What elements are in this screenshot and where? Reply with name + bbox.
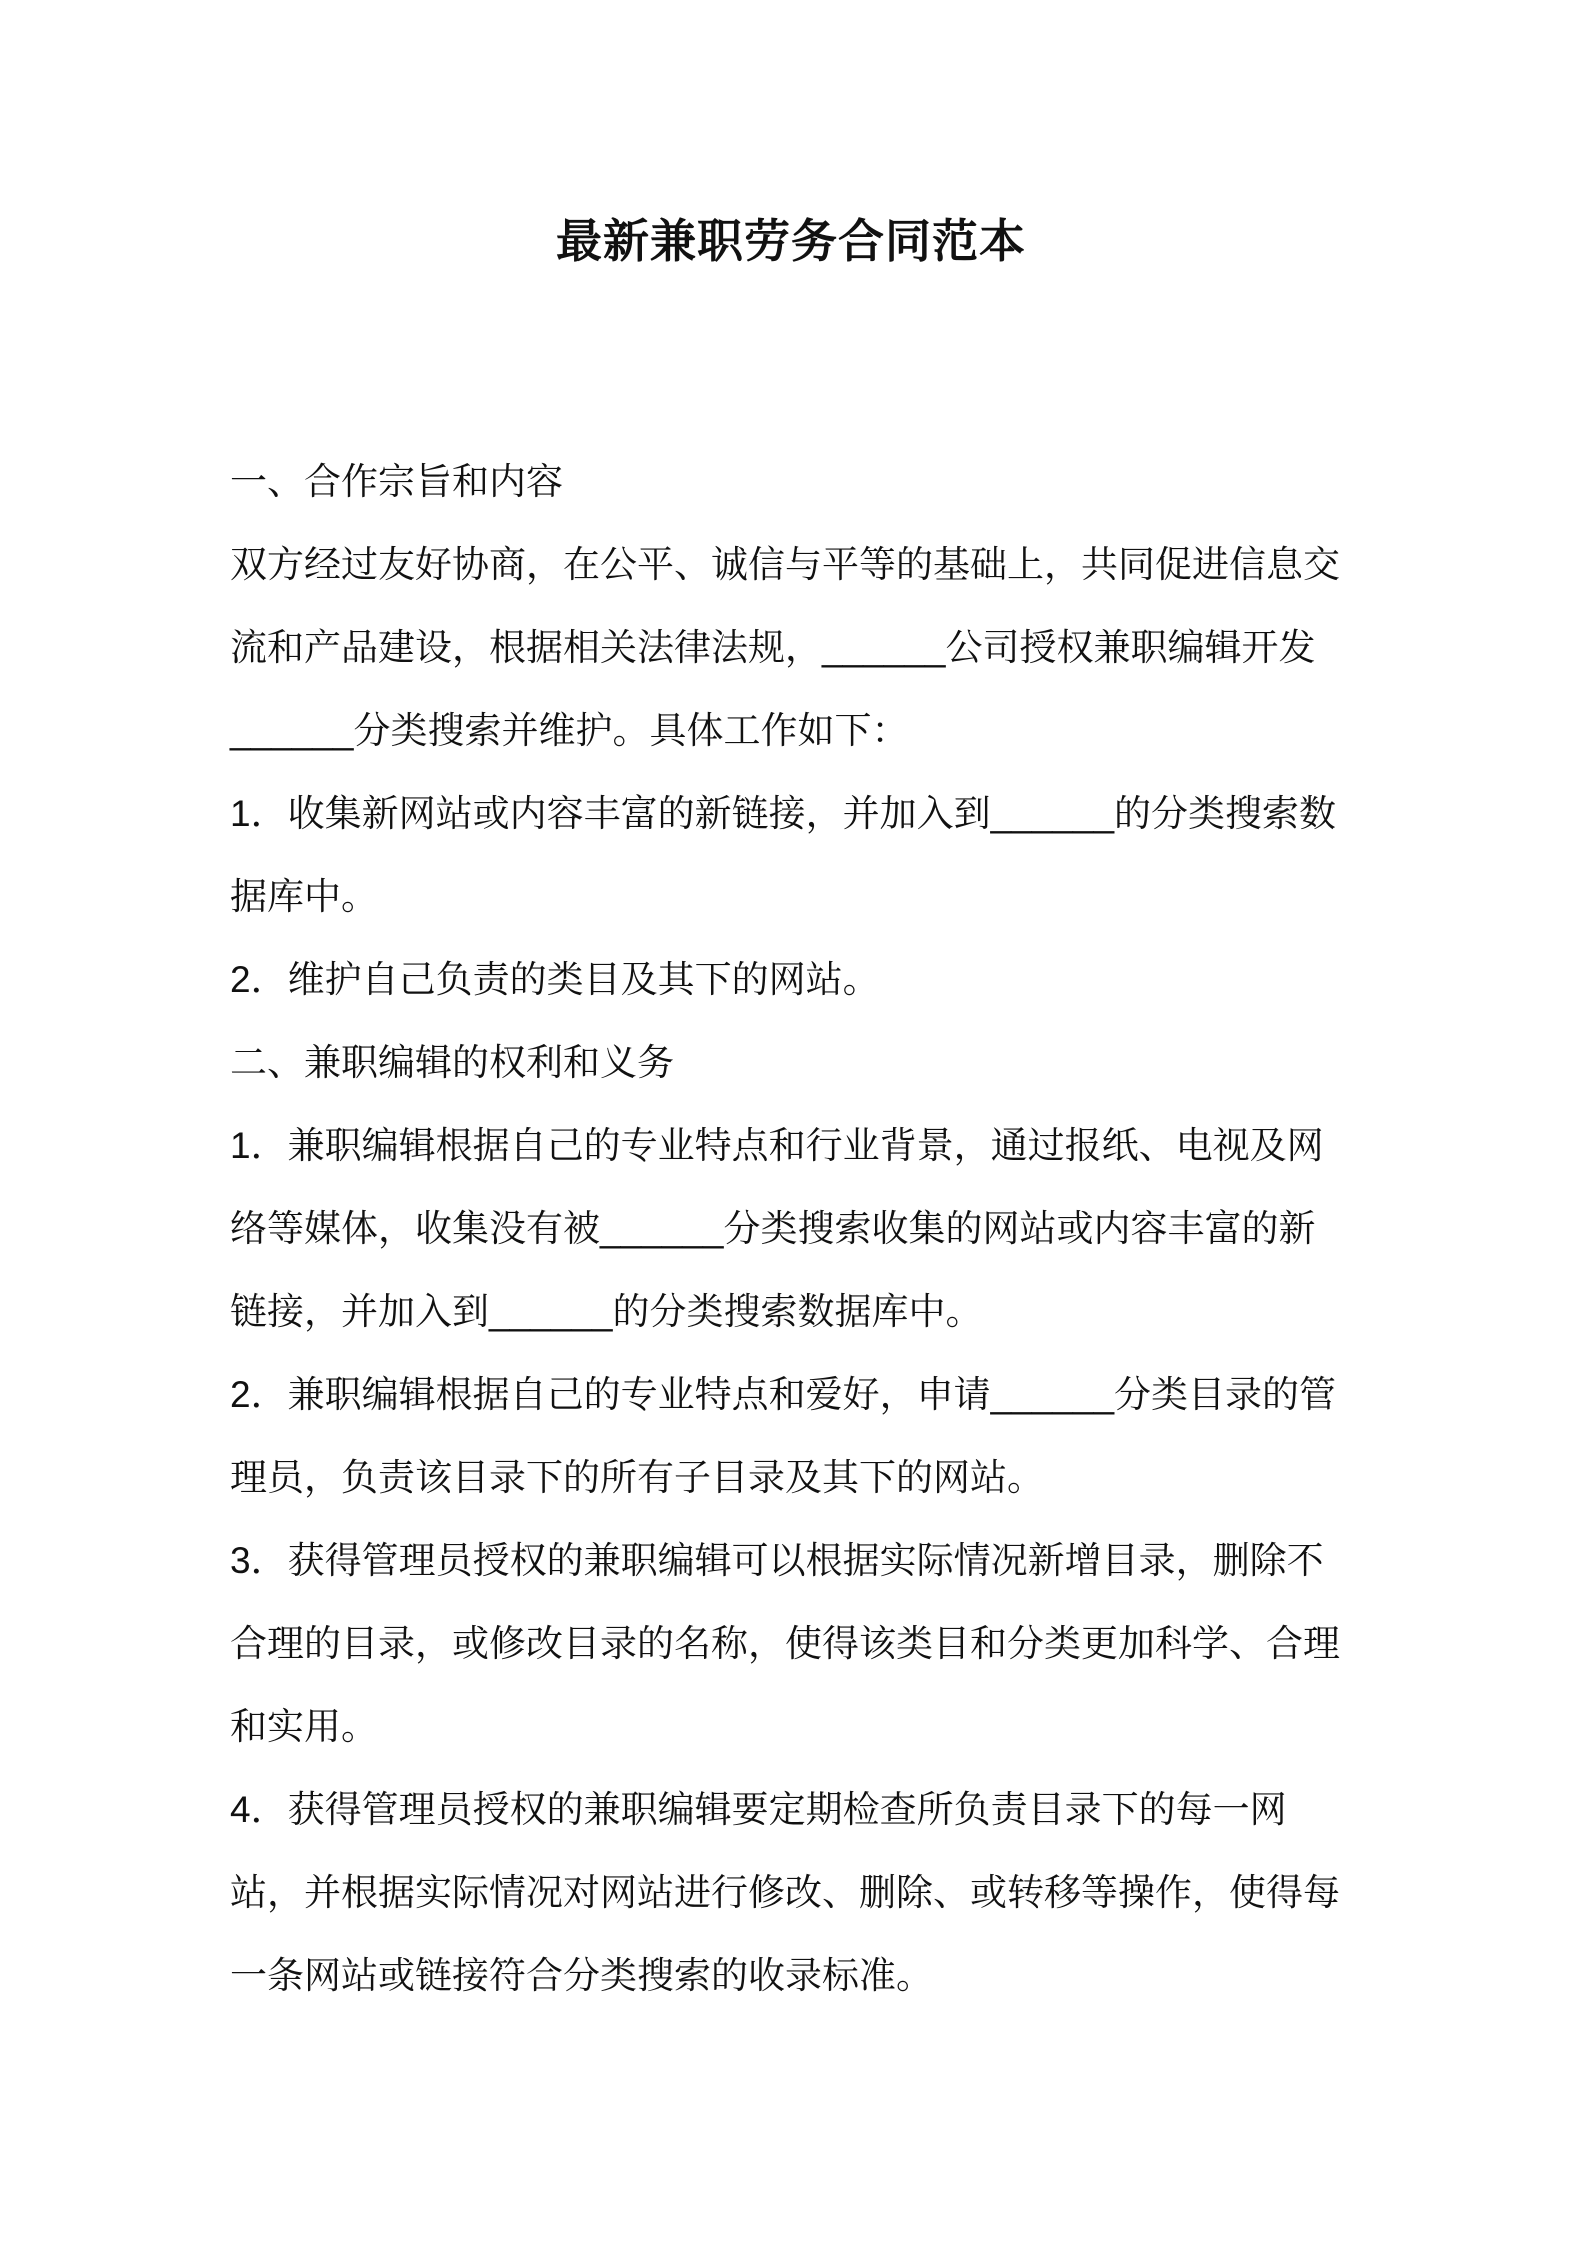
paragraph: 1．收集新网站或内容丰富的新链接，并加入到______的分类搜索数据库中。 bbox=[230, 793, 1337, 917]
paragraph: 2．兼职编辑根据自己的专业特点和爱好，申请______分类目录的管理员，负责该目录下的所有子目录及其下的网站。 bbox=[230, 1374, 1337, 1498]
paragraph: 2．维护自己负责的类目及其下的网站。 bbox=[230, 959, 880, 1000]
paragraph: 3．获得管理员授权的兼职编辑可以根据实际情况新增目录，删除不合理的目录，或修改目录的名称，使得该类目和分类更加科学、合理和实用。 bbox=[230, 1540, 1340, 1747]
document-content bbox=[230, 212, 1352, 2017]
paragraph: 1．兼职编辑根据自己的专业特点和行业背景，通过报纸、电视及网络等媒体，收集没有被______分类搜索收集的网站或内容丰富的新链接，并加入到______的分类搜索数据库中。 bbox=[230, 1125, 1324, 1332]
paragraph: 双方经过友好协商，在公平、诚信与平等的基础上，共同促进信息交流和产品建设，根据相关法律法规，______公司授权兼职编辑开发______分类搜索并维护。具体工作如下： bbox=[230, 544, 1340, 751]
paragraph: 4．获得管理员授权的兼职编辑要定期检查所负责目录下的每一网站，并根据实际情况对网站进行修改、删除、或转移等操作，使得每一条网站或链接符合分类搜索的收录标准。 bbox=[230, 1789, 1340, 1996]
document-body bbox=[230, 440, 1352, 2017]
section-heading: 一、合作宗旨和内容 bbox=[230, 461, 563, 502]
section-heading: 二、兼职编辑的权利和义务 bbox=[230, 1042, 674, 1083]
page-title: 最新兼职劳务合同范本 bbox=[556, 215, 1026, 267]
